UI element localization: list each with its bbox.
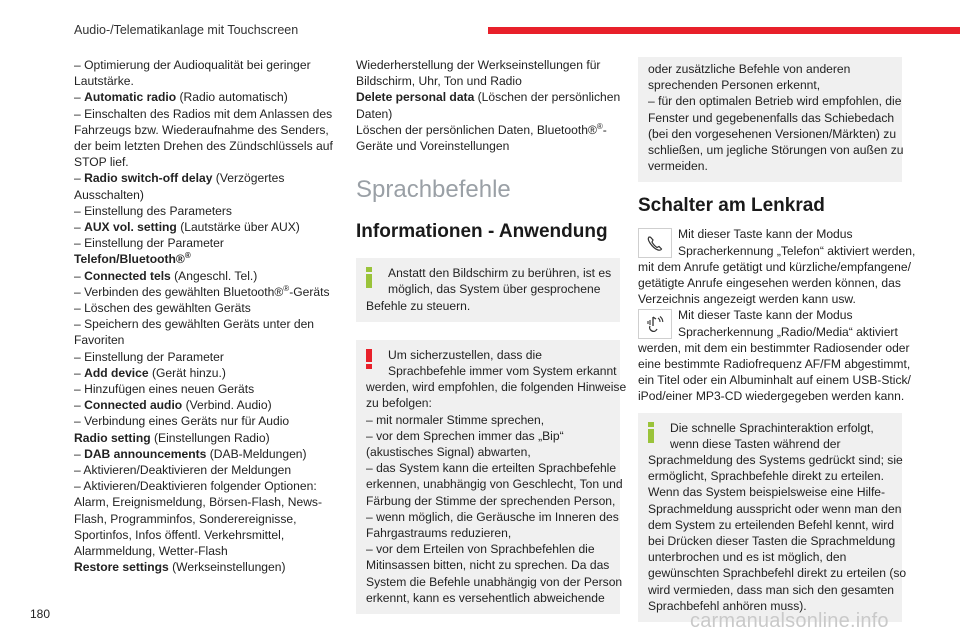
text-line: – vor dem Erteilen von Sprachbefehlen die — [366, 542, 595, 557]
text-line: – vor dem Sprechen immer das „Bip“ — [366, 428, 564, 443]
text-line: Löschen der persönlichen Daten, Bluetooth®®- — [356, 121, 607, 137]
text-line: – DAB announcements (DAB-Meldungen) — [74, 446, 307, 461]
text-line: Fenster und gegebenenfalls das Schiebedach — [648, 110, 895, 125]
column-2 — [356, 57, 627, 626]
text-line: – Connected audio (Verbind. Audio) — [74, 398, 272, 413]
text-line: Sprachbefehle immer vom System erkannt — [388, 364, 617, 379]
text-line: zu befolgen: — [366, 396, 432, 411]
text-line: schließen, um jegliche Störungen von außen zu — [648, 143, 904, 158]
text-line: – Einstellung des Parameters — [74, 203, 232, 218]
text-line: unterbrochen und es ist möglich, den — [648, 550, 847, 565]
text-line: (bei den vorgesehenen Versionen/Märkten) zu — [648, 126, 897, 141]
info-icon — [366, 267, 372, 288]
text-line: Radio setting (Einstellungen Radio) — [74, 430, 270, 445]
text-line: Telefon/Bluetooth®® — [74, 251, 191, 267]
warning-icon — [366, 349, 372, 369]
text-line: Sprachmeldung des Systems gedrückt sind; sie — [648, 453, 903, 468]
text-line: erkennt, kann es versehentlich abweichende — [366, 590, 605, 605]
text-line: möglich, das System über gesprochene — [388, 282, 601, 297]
text-line: – Aktivieren/Deaktivieren folgender Optionen: — [74, 479, 317, 494]
text-line: – Verbinden des gewählten Bluetooth®®-Geräts — [74, 283, 330, 299]
text-line: (akustisches Signal) abwarten, — [366, 445, 531, 460]
text-line: sprechenden Personen erkennt, — [648, 78, 821, 93]
warning-box-continued — [638, 57, 902, 182]
phone-button-description — [638, 226, 916, 307]
info-icon — [648, 422, 654, 443]
text-line: Geräte und Voreinstellungen — [356, 139, 510, 154]
section-title: Sprachbefehle — [356, 176, 511, 204]
text-line: ein Titel oder ein Albuminhalt auf einem USB-Stick/ — [638, 373, 911, 388]
text-line: – Löschen des gewählten Geräts — [74, 301, 251, 316]
text-line: wird vermieden, dass man sich den gesamten — [648, 582, 895, 597]
text-line: erkennen, unabhängig von Geschlecht, Ton und — [366, 477, 623, 492]
text-line: Sprachmeldung ausspricht oder wenn man den — [648, 501, 902, 516]
text-line: Flash, Programminfos, Sonderereignisse, — [74, 511, 297, 526]
text-line: mit dem Anrufe getätigt und kürzliche/empfangene/ — [638, 259, 911, 274]
text-line: dem System zu erteilenden Befehl kennt, wird — [648, 517, 895, 532]
text-line: – Speichern des gewählten Geräts unter den — [74, 317, 315, 332]
column-3 — [638, 57, 916, 634]
text-line: Fahrgastraums reduzieren, — [366, 526, 512, 541]
watermark: carmanualsonline.info — [690, 610, 889, 632]
text-line: Daten) — [356, 106, 393, 121]
phone-icon — [638, 228, 672, 258]
text-line: Fahrzeugs bzw. Wiederaufnahme des Senders, — [74, 122, 329, 137]
text-line: Mit dieser Taste kann der Modus — [678, 308, 853, 323]
column-1 — [74, 57, 333, 576]
text-line: – Optimierung der Audioqualität bei geringer — [74, 58, 311, 72]
text-line: Anstatt den Bildschirm zu berühren, ist es — [388, 266, 612, 281]
text-line: – AUX vol. setting (Lautstärke über AUX) — [74, 220, 300, 235]
text-line: – Radio switch-off delay (Verzögertes — [74, 171, 285, 186]
text-line: Um sicherzustellen, dass die — [388, 347, 542, 362]
header-title: Audio-/Telematikanlage mit Touchscreen — [74, 23, 299, 37]
text-line: System die Befehle unabhängig von der Person — [366, 574, 623, 589]
info-box-quick-interaction — [638, 413, 907, 622]
text-line: – Verbindung eines Geräts nur für Audio — [74, 414, 290, 429]
text-line: – mit normaler Stimme sprechen, — [366, 412, 545, 427]
text-line: – Einstellung der Parameter — [74, 236, 224, 251]
warning-box — [356, 340, 627, 614]
text-line: ermöglicht, Sprachbefehle direkt zu erteilen. — [648, 469, 884, 484]
voice-command-icon — [638, 309, 672, 339]
text-line: wenn diese Tasten während der — [670, 436, 841, 451]
text-line: Befehle zu steuern. — [366, 298, 471, 313]
subsection-title: Informationen - Anwendung — [356, 221, 608, 243]
header-accent-bar — [488, 27, 960, 34]
text-line: Mit dieser Taste kann der Modus — [678, 227, 853, 242]
text-line: Restore settings (Werkseinstellungen) — [74, 560, 286, 575]
text-line: – Einstellung der Parameter — [74, 349, 224, 364]
text-line: Ausschalten) — [74, 187, 144, 202]
text-line: bei Drücken dieser Tasten die Sprachmeldung — [648, 534, 896, 549]
text-line: – Aktivieren/Deaktivieren der Meldungen — [74, 463, 292, 478]
section-title-steering: Schalter am Lenkrad — [638, 195, 825, 217]
text-line: – das System kann die erteilten Sprachbefehle — [366, 461, 617, 476]
text-line: – Einschalten des Radios mit dem Anlassen des — [74, 106, 333, 121]
text-line: Delete personal data (Löschen der persönlichen — [356, 90, 621, 105]
text-line: Wiederherstellung der Werkseinstellungen für — [356, 58, 601, 72]
text-line: Spracherkennung „Telefon“ aktiviert werden, — [678, 243, 916, 258]
text-line: oder zusätzliche Befehle von anderen — [648, 62, 851, 76]
text-line: iPod/einer MP3-CD wiedergegeben werden kann. — [638, 389, 905, 404]
text-line: Mitinsassen bitten, nicht zu sprechen. Da das — [366, 558, 610, 573]
voice-button-description — [638, 307, 911, 404]
text-line: – Connected tels (Angeschl. Tel.) — [74, 268, 258, 283]
text-line: Bildschirm, Uhr, Ton und Radio — [356, 74, 522, 89]
text-line: Die schnelle Sprachinteraktion erfolgt, — [670, 420, 874, 435]
text-line: – Add device (Gerät hinzu.) — [74, 365, 226, 380]
text-line: Spracherkennung „Radio/Media“ aktiviert — [678, 324, 898, 339]
text-line: der beim letzten Drehen des Zündschlüssels auf — [74, 139, 333, 154]
text-line: Färbung der Stimme der sprechenden Person, — [366, 493, 616, 508]
text-line: Lautstärke. — [74, 74, 134, 89]
text-line: werden, mit dem ein bestimmter Radiosender oder — [638, 340, 910, 355]
page-number: 180 — [30, 607, 51, 621]
text-line: – wenn möglich, die Geräusche im Inneren des — [366, 509, 619, 524]
text-line: werden, wird empfohlen, die folgenden Hinweise — [366, 380, 627, 395]
text-line: Wenn das System beispielsweise eine Hilfe- — [648, 485, 886, 500]
text-line: getätigte Anrufe eingesehen werden können, das — [638, 276, 901, 291]
text-line: Sportinfos, Infos öffentl. Verkehrsmittel, — [74, 527, 285, 542]
text-line: eine bestimmte Radiofrequenz AF/FM abgestimmt, — [638, 357, 911, 372]
text-line: – Automatic radio (Radio automatisch) — [74, 90, 288, 105]
text-line: Verzeichnis angezeigt werden kann usw. — [638, 292, 856, 307]
text-line: – für den optimalen Betrieb wird empfohlen, die — [648, 94, 902, 109]
text-line: – Hinzufügen eines neuen Geräts — [74, 382, 255, 397]
text-line: gewünschten Sprachbefehl direkt zu erteilen (so — [648, 566, 907, 581]
text-line: Favoriten — [74, 333, 125, 348]
text-line: Alarmmeldung, Wetter-Flash — [74, 544, 228, 559]
text-line: vermeiden. — [648, 159, 708, 174]
text-line: Sprachbefehl anhören muss). — [648, 598, 807, 613]
info-box — [356, 258, 620, 322]
text-line: Alarm, Ereignismeldung, Börsen-Flash, News- — [74, 495, 323, 510]
text-line: STOP lief. — [74, 155, 129, 170]
